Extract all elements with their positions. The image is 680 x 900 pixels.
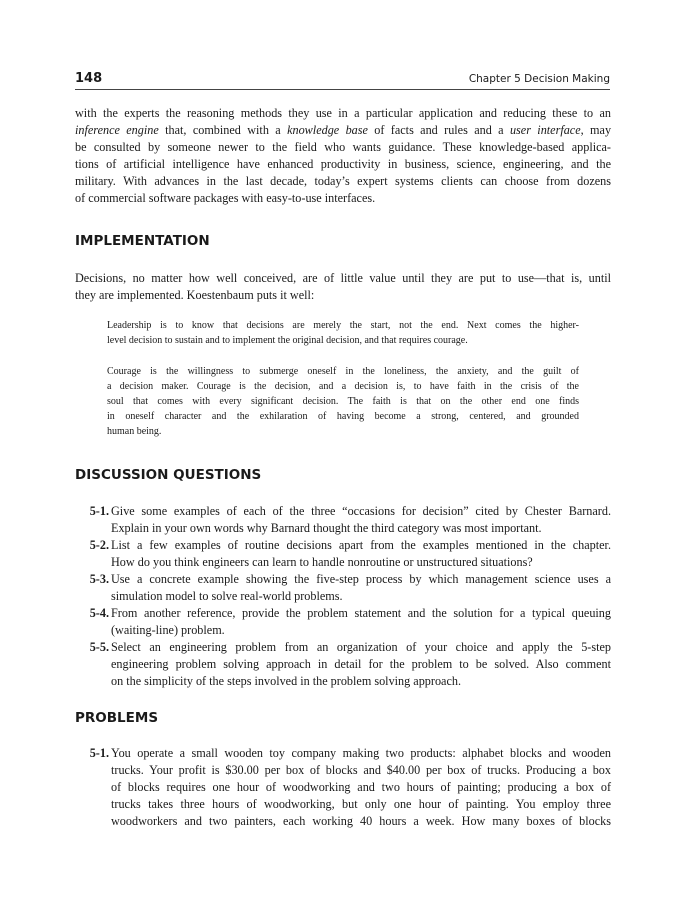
question-line: on the simplicity of the steps involved in the problem solving approach.	[111, 674, 461, 688]
text-line: with the experts the reasoning methods they use in a particular application and reducing these to an	[75, 106, 611, 120]
question-line: simulation model to solve real-world problems.	[111, 589, 343, 603]
section-heading-discussion: DISCUSSION QUESTIONS	[75, 467, 262, 483]
question-line: engineering problem solving approach in detail for the problem to be solved. Also comment	[111, 657, 611, 671]
block-quote-1	[107, 318, 579, 348]
question-number: 5-1.	[89, 504, 109, 518]
section-heading-problems: PROBLEMS	[75, 710, 159, 726]
quote-line: soul that comes with every significant decision. The faith is that on the other end one finds	[107, 396, 579, 407]
text-line: inference engine that, combined with a knowledge base of facts and rules and a user interface, may	[75, 123, 612, 137]
problem-number: 5-1.	[89, 746, 109, 760]
question-line: Select an engineering problem from an organization of your choice and apply the 5-step	[111, 640, 611, 654]
text-line: they are implemented. Koestenbaum puts it well:	[75, 288, 315, 302]
page-header	[75, 70, 610, 90]
question-line: List a few examples of routine decisions apart from the examples mentioned in the chapter.	[111, 538, 611, 552]
question-number: 5-4.	[89, 606, 109, 620]
question-line: Give some examples of each of the three “occasions for decision” cited by Chester Barnard.	[111, 504, 611, 518]
question-line: From another reference, provide the problem statement and the solution for a typical queuing	[111, 606, 611, 620]
quote-line: in oneself character and the exhilaration of having become a strong, centered, and grounded	[107, 411, 579, 422]
quote-line: Courage is the willingness to submerge oneself in the loneliness, the anxiety, and the guilt of	[107, 366, 579, 377]
quote-line: Leadership is to know that decisions are merely the start, not the end. Next comes the higher-	[107, 320, 579, 331]
question-line: Use a concrete example showing the five-step process by which management science uses a	[111, 572, 611, 586]
quote-line: a decision maker. Courage is the decision, and a decision is, to have faith in the crisis of the	[107, 381, 579, 392]
question-line: Explain in your own words why Barnard thought the third category was most important.	[111, 521, 542, 535]
quote-line: human being.	[107, 426, 162, 437]
header-rule	[75, 89, 610, 90]
running-head: Chapter 5 Decision Making	[468, 73, 610, 85]
text-line: tions of artificial intelligence have enhanced productivity in business, science, engineering, and the	[75, 157, 611, 171]
problem-line: woodworkers and two painters, each working 40 hours a week. How many boxes of blocks	[111, 814, 611, 828]
block-quote-2	[107, 364, 579, 439]
text-line: of commercial software packages with easy-to-use interfaces.	[75, 191, 376, 205]
quote-line: level decision to sustain and to implement the original decision, and that requires courage.	[107, 335, 468, 346]
text-line: Decisions, no matter how well conceived, are of little value until they are put to use—that is, until	[75, 271, 611, 285]
question-number: 5-3.	[89, 572, 109, 586]
text-line: military. With advances in the last decade, today’s expert systems clients can choose from dozens	[75, 174, 611, 188]
question-line: How do you think engineers can learn to handle nonroutine or unstructured situations?	[111, 555, 533, 569]
italic-term: user interface	[509, 123, 581, 137]
italic-term: inference engine	[75, 123, 159, 137]
implementation-paragraph	[75, 270, 611, 304]
question-number: 5-5.	[89, 640, 109, 654]
text-line: be consulted by someone newer to the field who wants guidance. These knowledge-based applica-	[75, 140, 611, 154]
problem-line: trucks takes three hours of woodworking, but only one hour of painting. You employ three	[111, 797, 611, 811]
section-heading-implementation: IMPLEMENTATION	[75, 233, 210, 249]
problem-line: You operate a small wooden toy company making two products: alphabet blocks and wooden	[111, 746, 611, 760]
intro-paragraph	[75, 105, 611, 207]
problem-line: of blocks requires one hour of woodworking and two hours of painting; producing a box of	[111, 780, 611, 794]
question-number: 5-2.	[89, 538, 109, 552]
question-line: (waiting-line) problem.	[111, 623, 225, 637]
problem-line: trucks. Your profit is $30.00 per box of blocks and $40.00 per box of trucks. Producing a box	[111, 763, 611, 777]
italic-term: knowledge base	[287, 123, 368, 137]
page-number: 148	[75, 71, 103, 86]
